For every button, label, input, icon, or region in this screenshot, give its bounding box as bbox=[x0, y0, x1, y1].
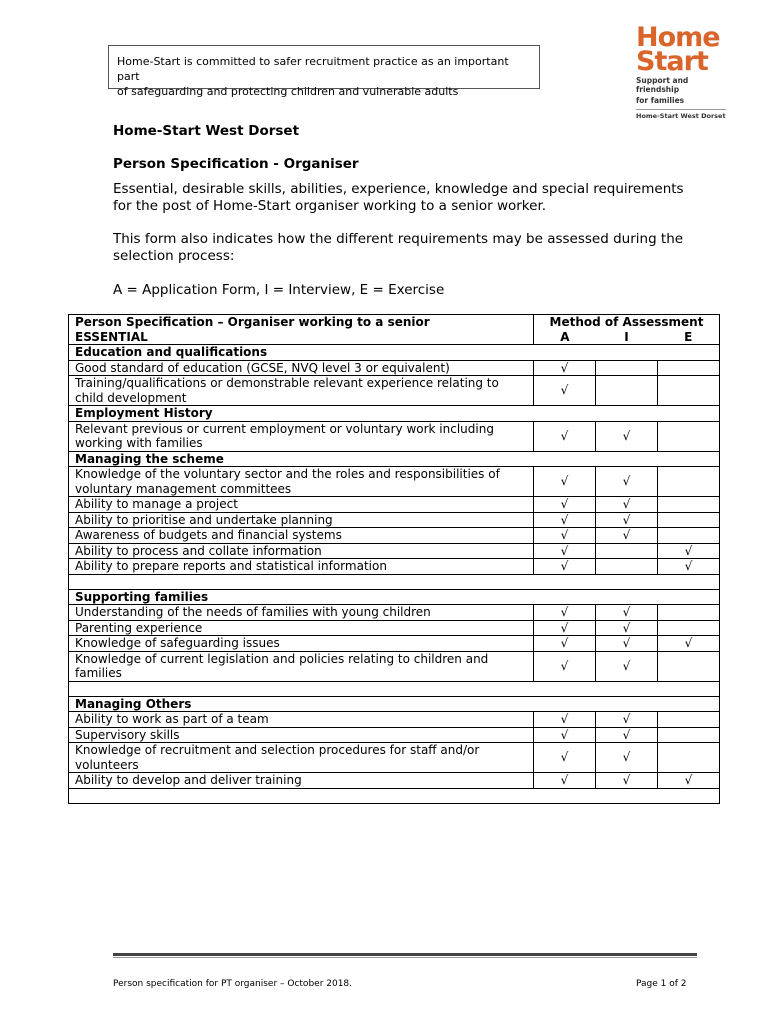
logo-tagline-1: Support and friendship bbox=[636, 76, 689, 94]
check-a: √ bbox=[534, 497, 596, 513]
method-header bbox=[534, 315, 720, 345]
criterion: Knowledge of the voluntary sector and the roles and responsibilities of voluntary management committees bbox=[69, 467, 534, 497]
essential-label: ESSENTIAL bbox=[75, 329, 148, 344]
criterion: Understanding of the needs of families with young children bbox=[69, 605, 534, 621]
criterion: Ability to work as part of a team bbox=[69, 712, 534, 728]
criterion: Ability to develop and deliver training bbox=[69, 773, 534, 789]
check-a: √ bbox=[534, 467, 596, 497]
column-labels bbox=[534, 330, 719, 345]
check-i: √ bbox=[596, 620, 658, 636]
criterion: Parenting experience bbox=[69, 620, 534, 636]
check-i: √ bbox=[596, 497, 658, 513]
criterion: Knowledge of safeguarding issues bbox=[69, 636, 534, 652]
logo-word-start: Start bbox=[636, 46, 708, 77]
criterion: Relevant previous or current employment or voluntary work including working with families bbox=[69, 421, 534, 451]
check-i: √ bbox=[596, 421, 658, 451]
check-i: √ bbox=[596, 636, 658, 652]
check-e: √ bbox=[658, 543, 720, 559]
check-a: √ bbox=[534, 376, 596, 406]
page-heading: Home-Start West Dorset bbox=[113, 123, 300, 139]
footer-left: Person specification for PT organiser – October 2018. bbox=[113, 979, 353, 989]
check-i: √ bbox=[596, 605, 658, 621]
col-i-label: I bbox=[624, 329, 629, 344]
check-i: √ bbox=[596, 528, 658, 544]
section-row bbox=[69, 589, 720, 605]
check-a: √ bbox=[534, 543, 596, 559]
section-row bbox=[69, 406, 720, 422]
intro-paragraph-2: This form also indicates how the different requirements may be assessed during the selection process: bbox=[113, 231, 684, 264]
logo-tagline-2: for families bbox=[636, 96, 685, 105]
criterion: Knowledge of recruitment and selection procedures for staff and/or volunteers bbox=[69, 743, 534, 773]
table-row bbox=[69, 559, 720, 575]
check-a: √ bbox=[534, 743, 596, 773]
table-row bbox=[69, 743, 720, 773]
footer-rule-thin bbox=[113, 957, 697, 958]
table-row bbox=[69, 712, 720, 728]
section-education: Education and qualifications bbox=[69, 345, 720, 361]
check-e: √ bbox=[658, 636, 720, 652]
table-row bbox=[69, 636, 720, 652]
logo-org-name: Home-Start West Dorset bbox=[636, 109, 726, 120]
notice-line-1: Home-Start is committed to safer recruitment practice as an important part bbox=[117, 55, 509, 83]
check-a: √ bbox=[534, 360, 596, 376]
col-e-label: E bbox=[684, 329, 693, 344]
table-row bbox=[69, 651, 720, 681]
person-spec-table bbox=[68, 314, 720, 804]
check-i: √ bbox=[596, 512, 658, 528]
check-e: √ bbox=[658, 773, 720, 789]
criterion: Good standard of education (GCSE, NVQ level 3 or equivalent) bbox=[69, 360, 534, 376]
footer-rule bbox=[113, 953, 697, 956]
section-scheme: Managing the scheme bbox=[69, 451, 720, 467]
blank-row bbox=[69, 681, 720, 696]
table-header-row bbox=[69, 315, 720, 345]
table-row bbox=[69, 497, 720, 513]
safer-recruitment-notice bbox=[108, 45, 540, 98]
table-row bbox=[69, 543, 720, 559]
check-a: √ bbox=[534, 605, 596, 621]
check-a: √ bbox=[534, 512, 596, 528]
notice-line-2: of safeguarding and protecting children and vulnerable adults bbox=[117, 85, 459, 98]
criterion: Knowledge of current legislation and policies relating to children and families bbox=[69, 651, 534, 681]
check-a: √ bbox=[534, 636, 596, 652]
intro-paragraph-1: Essential, desirable skills, abilities, experience, knowledge and special requirements for the post of Home-Start organiser working to a senior worker. bbox=[113, 181, 684, 214]
table-row bbox=[69, 605, 720, 621]
criterion: Ability to prioritise and undertake planning bbox=[69, 512, 534, 528]
table-title: Person Specification – Organiser working to a senior bbox=[75, 315, 430, 329]
check-a: √ bbox=[534, 712, 596, 728]
table-row bbox=[69, 727, 720, 743]
check-i: √ bbox=[596, 773, 658, 789]
col-a-label: A bbox=[560, 329, 570, 344]
check-a: √ bbox=[534, 727, 596, 743]
section-row bbox=[69, 451, 720, 467]
blank-row bbox=[69, 788, 720, 803]
table-row bbox=[69, 773, 720, 789]
section-row bbox=[69, 345, 720, 361]
check-i: √ bbox=[596, 651, 658, 681]
section-employment: Employment History bbox=[69, 406, 720, 422]
check-a: √ bbox=[534, 651, 596, 681]
table-row bbox=[69, 620, 720, 636]
check-e: √ bbox=[658, 559, 720, 575]
check-i: √ bbox=[596, 467, 658, 497]
table-row bbox=[69, 376, 720, 406]
page-subheading: Person Specification - Organiser bbox=[113, 156, 359, 172]
table-title-cell bbox=[69, 315, 534, 345]
check-i: √ bbox=[596, 712, 658, 728]
section-row bbox=[69, 696, 720, 712]
criterion: Training/qualifications or demonstrable relevant experience relating to child development bbox=[69, 376, 534, 406]
check-a: √ bbox=[534, 620, 596, 636]
criterion: Ability to manage a project bbox=[69, 497, 534, 513]
check-i: √ bbox=[596, 743, 658, 773]
check-a: √ bbox=[534, 773, 596, 789]
assessment-legend: A = Application Form, I = Interview, E = Exercise bbox=[113, 282, 445, 298]
home-start-logo bbox=[636, 22, 726, 120]
check-a: √ bbox=[534, 559, 596, 575]
criterion: Ability to process and collate information bbox=[69, 543, 534, 559]
criterion: Awareness of budgets and financial systems bbox=[69, 528, 534, 544]
blank-row bbox=[69, 574, 720, 589]
criterion: Ability to prepare reports and statistical information bbox=[69, 559, 534, 575]
criterion: Supervisory skills bbox=[69, 727, 534, 743]
table-row bbox=[69, 512, 720, 528]
section-others: Managing Others bbox=[69, 696, 720, 712]
table-row bbox=[69, 528, 720, 544]
section-families: Supporting families bbox=[69, 589, 720, 605]
check-a: √ bbox=[534, 421, 596, 451]
footer-page-number: Page 1 of 2 bbox=[636, 979, 687, 989]
logo-word-home: Home bbox=[636, 22, 720, 53]
check-i: √ bbox=[596, 727, 658, 743]
table-row bbox=[69, 467, 720, 497]
table-row bbox=[69, 421, 720, 451]
check-a: √ bbox=[534, 528, 596, 544]
method-label: Method of Assessment bbox=[549, 315, 704, 329]
table-row bbox=[69, 360, 720, 376]
